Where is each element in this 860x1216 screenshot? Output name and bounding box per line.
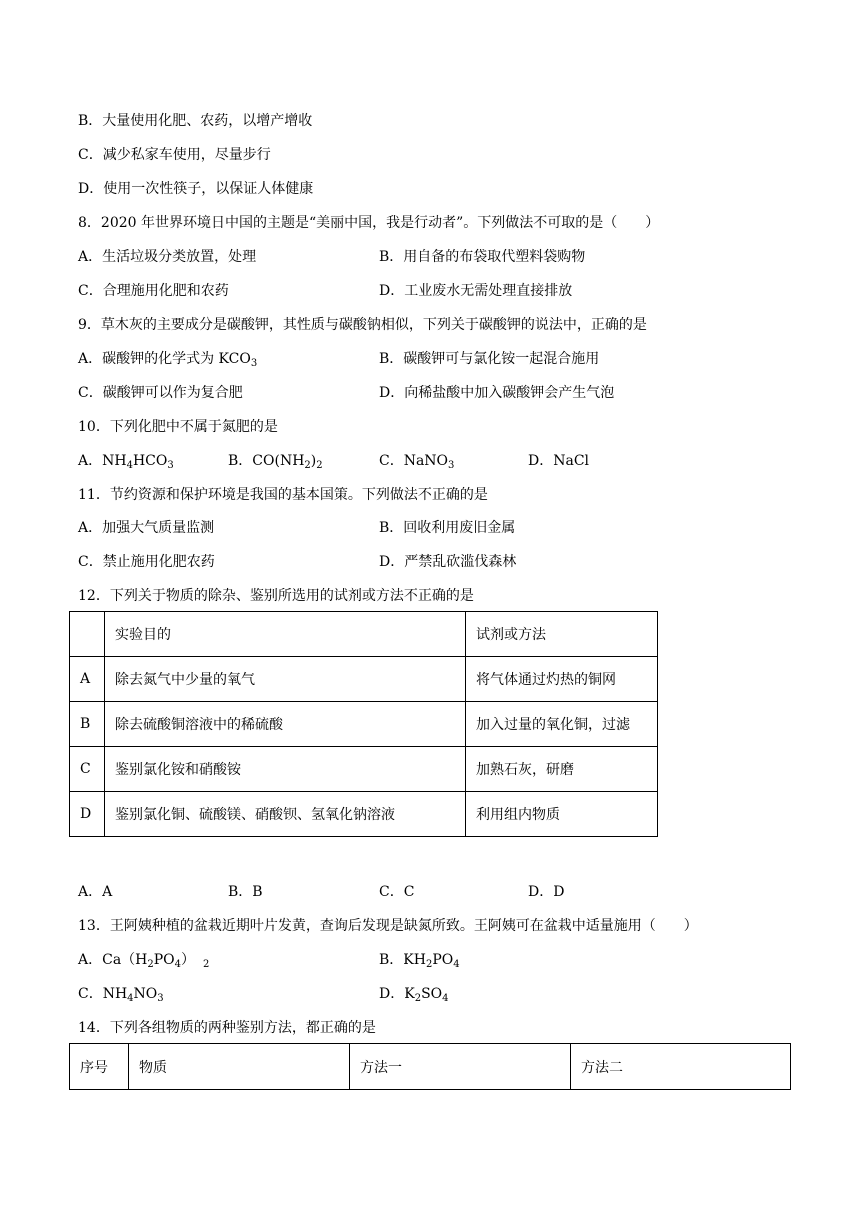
table-row [70,747,658,792]
q10-a-mid: HCO [132,453,168,469]
q12-option-d: D．D [528,884,565,900]
q9-option-a [78,349,257,369]
table-cell: 加熟石灰，研磨 [466,747,658,792]
table-header-cell: 物质 [129,1044,350,1090]
q12-option-b: B．B [228,884,263,900]
q8-option-d: D．工业废水无需处理直接排放 [379,283,573,299]
q10-option-c [379,451,454,471]
q13-d-mid: SO [421,986,443,1002]
table-header-cell: 实验目的 [105,612,466,657]
q11-option-a: A．加强大气质量监测 [78,520,215,536]
table-cell: 鉴别氯化铵和硝酸铵 [105,747,466,792]
q10-option-d: D．NaCl [528,453,590,469]
q7-option-d: D．使用一次性筷子，以保证人体健康 [78,181,314,197]
q13-d-sub2: 4 [442,993,449,1004]
table-header-cell: 方法一 [350,1044,571,1090]
q10-b-mid: ) [310,453,317,469]
q13-d-text: D．K [379,986,415,1002]
q13-c-mid: NO [133,986,158,1002]
table-cell: B [70,702,105,747]
q9-option-a-text: A．碳酸钾的化学式为 KCO [78,351,251,367]
table-cell: 将气体通过灼热的铜网 [466,657,658,702]
q13-a-text: A．Ca（H [78,952,148,968]
table-row [70,792,658,837]
q13-c-sub1: 4 [127,993,134,1004]
q12-option-a: A．A [78,884,113,900]
table-header-row [70,1044,791,1090]
q13-option-d [379,984,449,1004]
q8-stem: 8．2020 年世界环境日中国的主题是“美丽中国，我是行动者”。下列做法不可取的是（ ） [78,215,660,231]
q14-table [69,1043,791,1090]
table-cell: 利用组内物质 [466,792,658,837]
table-row [70,657,658,702]
q8-option-a: A．生活垃圾分类放置，处理 [78,249,257,265]
q13-a-sub2: 4 [174,959,182,970]
q13-c-text: C．NH [78,986,128,1002]
q10-a-text: A．NH [78,453,127,469]
q8-option-b: B．用自备的布袋取代塑料袋购物 [379,249,586,265]
q13-option-a [78,950,209,970]
q14-stem: 14．下列各组物质的两种鉴别方法，都正确的是 [78,1020,376,1036]
q11-option-b: B．回收利用废旧金属 [379,520,516,536]
q10-stem: 10．下列化肥中不属于氮肥的是 [78,419,278,435]
q12-stem: 12．下列关于物质的除杂、鉴别所选用的试剂或方法不正确的是 [78,588,474,604]
q10-c-text: C．NaNO [379,453,449,469]
q10-b-text: B．CO(NH [228,453,305,469]
q9-stem: 9．草木灰的主要成分是碳酸钾，其性质与碳酸钠相似，下列关于碳酸钾的说法中，正确的是 [78,317,647,333]
q13-b-text: B．KH [379,952,426,968]
table-cell: 除去氮气中少量的氧气 [105,657,466,702]
q11-stem: 11．节约资源和保护环境是我国的基本国策。下列做法不正确的是 [78,487,488,503]
q13-b-mid: PO [432,952,454,968]
table-cell: A [70,657,105,702]
q11-option-c: C．禁止施用化肥农药 [78,554,215,570]
q13-a-sub3: 2 [203,959,210,970]
table-header-cell: 方法二 [571,1044,791,1090]
q13-option-c [78,984,164,1004]
table-header-cell [70,612,105,657]
q12-option-c: C．C [379,884,415,900]
q13-c-sub2: 3 [157,993,164,1004]
q7-option-b: B．大量使用化肥、农药，以增产增收 [78,113,313,129]
q13-b-sub2: 4 [453,959,460,970]
q13-a-sub1: 2 [147,959,154,970]
q10-b-sub2: 2 [316,460,323,471]
q10-option-b [228,451,323,471]
q8-option-c: C．合理施用化肥和农药 [78,283,229,299]
q13-d-sub1: 2 [414,993,422,1004]
q10-a-sub1: 4 [126,460,133,471]
q13-option-b [379,950,460,970]
q9-option-c: C．碳酸钾可以作为复合肥 [78,385,243,401]
q13-stem: 13．王阿姨种植的盆栽近期叶片发黄，查询后发现是缺氮所致。王阿姨可在盆栽中适量施用（ ） [78,918,698,934]
table-cell: D [70,792,105,837]
table-cell: 加入过量的氧化铜，过滤 [466,702,658,747]
q11-option-d: D．严禁乱砍滥伐森林 [379,554,517,570]
table-cell: C [70,747,105,792]
q13-a-mid: PO [153,952,175,968]
table-header-row [70,612,658,657]
q10-b-sub1: 2 [304,460,311,471]
q12-table [69,611,658,837]
table-cell: 除去硫酸铜溶液中的稀硫酸 [105,702,466,747]
q9-option-b: B．碳酸钾可与氯化铵一起混合施用 [379,351,600,367]
q13-a-close: ） [181,952,196,968]
table-header-cell: 试剂或方法 [466,612,658,657]
q7-option-c: C．减少私家车使用，尽量步行 [78,147,271,163]
q10-option-a [78,451,174,471]
q9-option-d: D．向稀盐酸中加入碳酸钾会产生气泡 [379,385,615,401]
q9-option-a-sub: 3 [250,358,258,369]
q13-b-sub1: 2 [425,959,433,970]
q10-c-sub: 3 [448,460,455,471]
table-row [70,702,658,747]
table-header-cell: 序号 [70,1044,129,1090]
q10-a-sub2: 3 [167,460,174,471]
table-cell: 鉴别氯化铜、硫酸镁、硝酸钡、氢氧化钠溶液 [105,792,466,837]
